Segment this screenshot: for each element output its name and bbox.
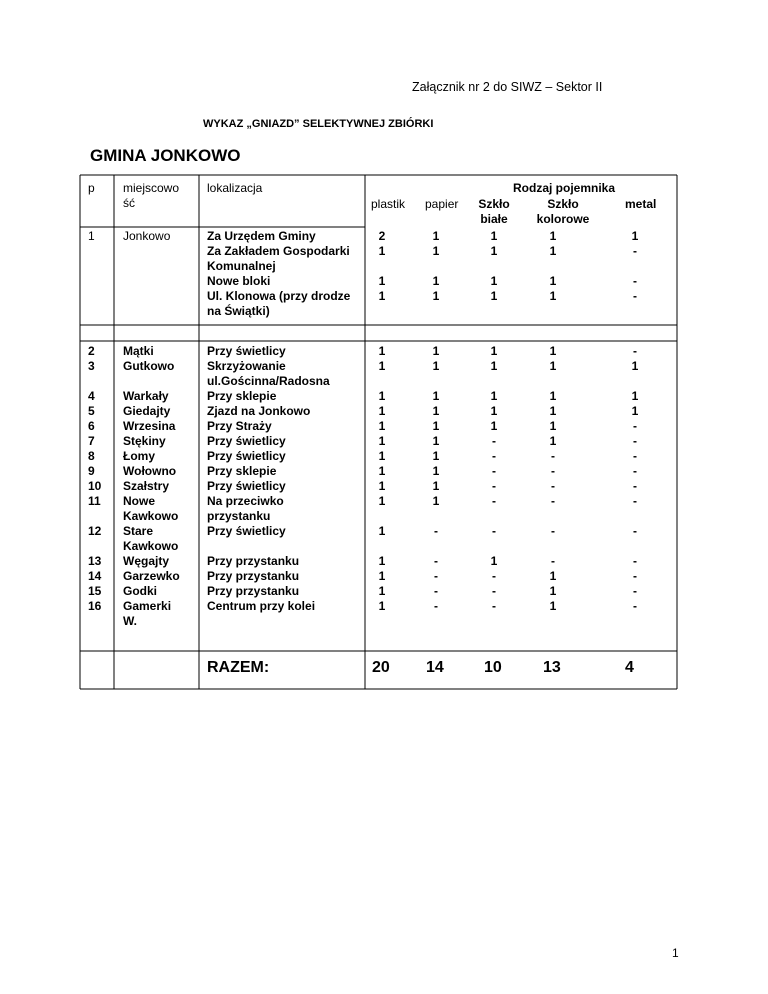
- header-metal: metal: [625, 197, 657, 211]
- total-plastik: 20: [372, 659, 390, 676]
- plastik-column: 1 1 1 1 1 1 1 1 1 1 1 1 1 1 1: [378, 344, 386, 613]
- papier-jonkowo: 1 1 1 1: [432, 229, 440, 303]
- szklo-biale-jonkowo: 1 1 1 1: [490, 229, 498, 303]
- header-szklo-biale: Szkło białe: [478, 197, 510, 226]
- header-rodzaj-pojemnika: Rodzaj pojemnika: [513, 181, 616, 195]
- header-miejscowosc: miejscowo ść: [123, 181, 180, 210]
- document-title: WYKAZ „GNIAZD” SELEKTYWNEJ ZBIÓRKI: [203, 118, 434, 130]
- gmina-heading: GMINA JONKOWO: [90, 146, 241, 165]
- header-lokalizacja: lokalizacja: [207, 181, 263, 195]
- locations-jonkowo: Za Urzędem Gminy Za Zakładem Gospodarki Komunalnej Nowe bloki Ul. Klonowa (przy drodze na Świątki): [207, 229, 351, 318]
- annex-label: Załącznik nr 2 do SIWZ – Sektor II: [412, 80, 603, 94]
- total-papier: 14: [426, 659, 444, 676]
- total-metal: 4: [625, 659, 634, 676]
- row-place-jonkowo: Jonkowo: [123, 229, 171, 243]
- totals-label: RAZEM:: [207, 659, 270, 676]
- metal-jonkowo: 1 - - -: [631, 229, 639, 303]
- header-szklo-kolorowe: Szkło kolorowe: [536, 197, 590, 226]
- plastik-jonkowo: 2 1 1 1: [378, 229, 386, 303]
- szklo-kolorowe-column: 1 1 1 1 1 1 - - - - - - 1 1 1: [549, 344, 557, 613]
- total-szklo-kolorowe: 13: [543, 659, 561, 676]
- locations-list: Przy świetlicy Skrzyżowanie ul.Gościnna/Radosna Przy sklepie Zjazd na Jonkowo Przy Straży Przy świetlicy Przy świetlicy Przy sklepie Przy świetlicy Na przeciwko przystanku Przy świetlicy Przy przystanku Przy przystanku Przy przystanku Centrum przy kolei: [207, 344, 330, 613]
- papier-column: 1 1 1 1 1 1 1 1 1 1 - - - - -: [432, 344, 440, 613]
- szklo-kolorowe-jonkowo: 1 1 1 1: [549, 229, 557, 303]
- page-number: 1: [672, 946, 679, 960]
- szklo-biale-column: 1 1 1 1 1 - - - - - - 1 - - -: [490, 344, 498, 613]
- header-papier: papier: [425, 197, 459, 211]
- header-plastik: plastik: [371, 197, 406, 211]
- header-p: p: [88, 181, 95, 195]
- places-list: Mątki Gutkowo Warkały Giedajty Wrzesina Stękiny Łomy Wołowno Szałstry Nowe Kawkowo Stare Kawkowo Węgajty Garzewko Godki Gamerki W.: [123, 344, 180, 628]
- metal-column: - 1 1 1 - - - - - - - - - - -: [631, 344, 639, 613]
- total-szklo-biale: 10: [484, 659, 502, 676]
- row-p-1: 1: [88, 229, 95, 243]
- row-numbers: 2 3 4 5 6 7 8 9 10 11 12 13 14 15 16: [88, 344, 102, 613]
